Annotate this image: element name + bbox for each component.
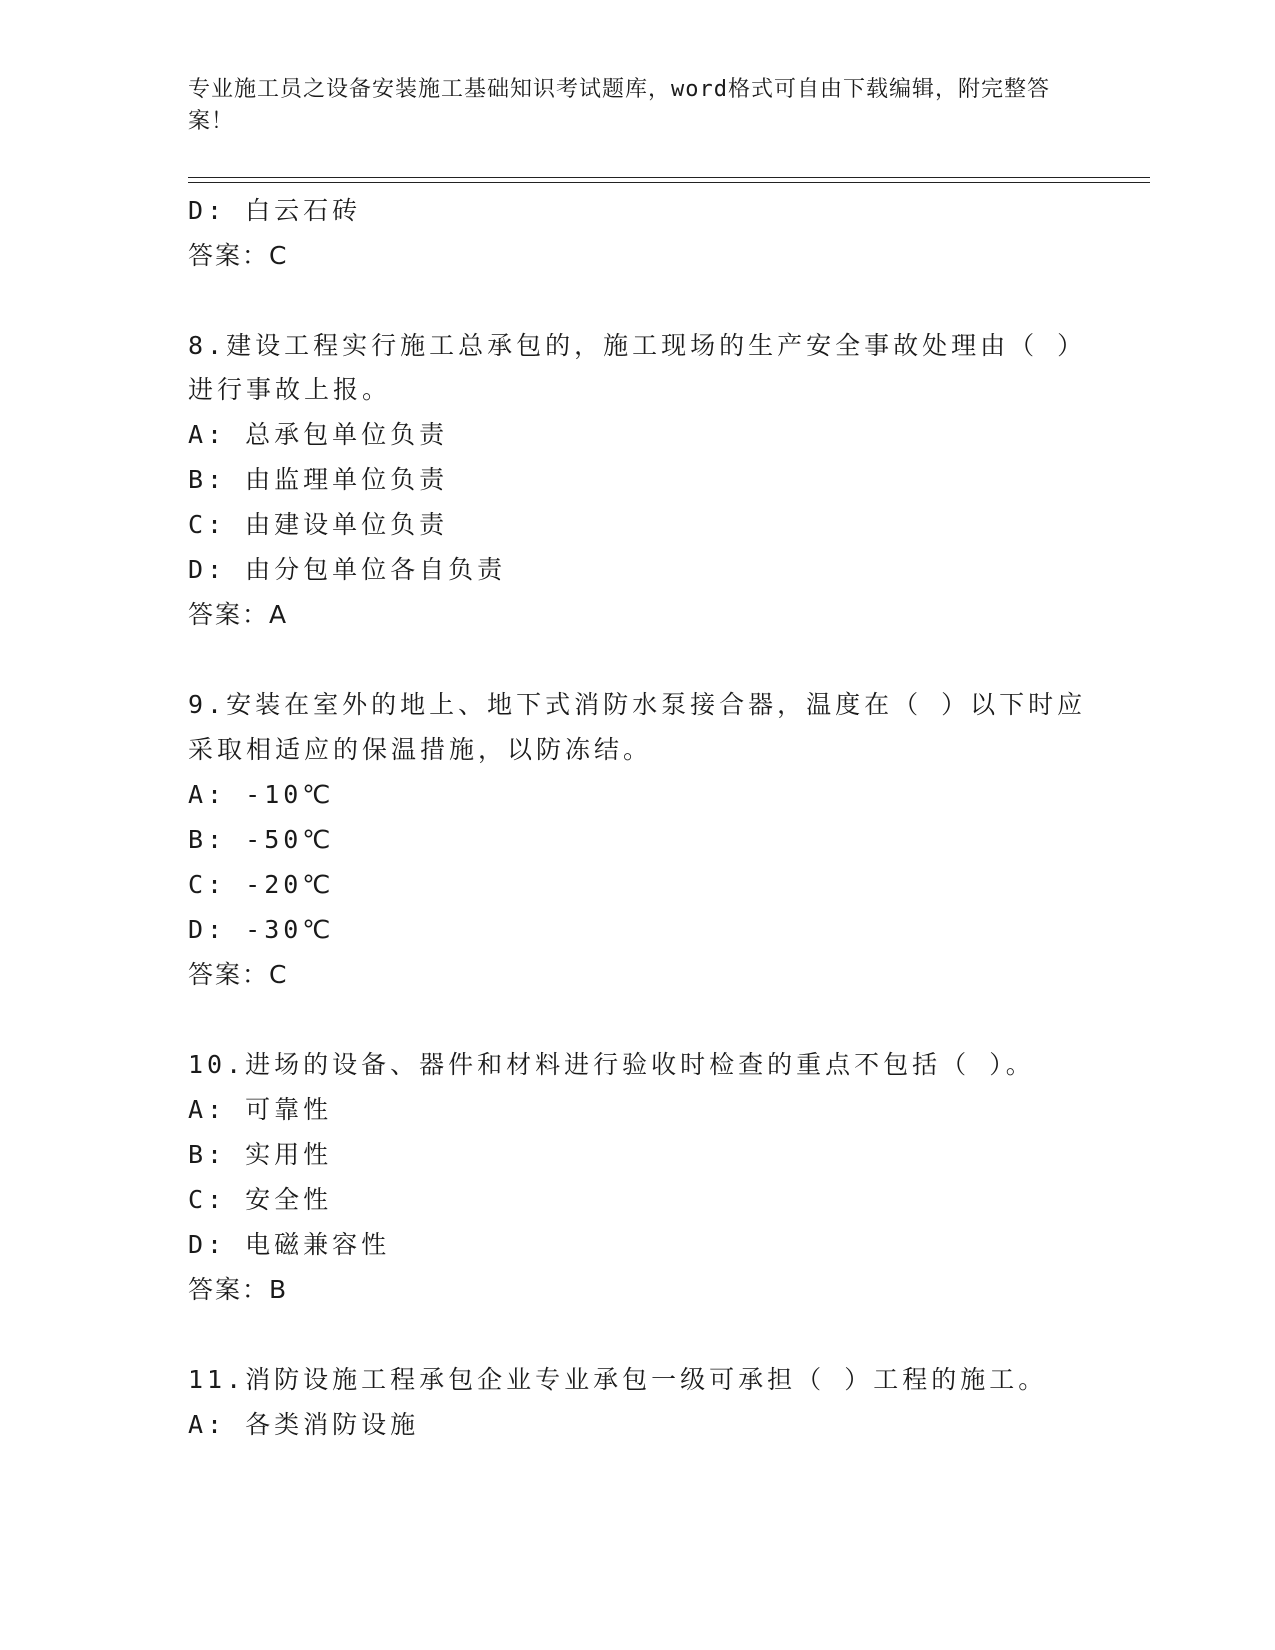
page-header: 专业施工员之设备安装施工基础知识考试题库，word格式可自由下载编辑，附完整答案！ xyxy=(188,77,1050,134)
q8-answer: 答案：A xyxy=(188,600,289,629)
header-rule-bottom xyxy=(188,182,1150,183)
q8-option-a: A: 总承包单位负责 xyxy=(188,420,449,449)
header-rule-top xyxy=(188,177,1150,178)
q10-option-a: A: 可靠性 xyxy=(188,1095,333,1124)
q8-stem-line1: 8.建设工程实行施工总承包的，施工现场的生产安全事故处理由（ ） xyxy=(188,331,1087,360)
q9-option-c: C: -20℃ xyxy=(188,870,335,899)
q9-option-a: A: -10℃ xyxy=(188,780,335,809)
q8-stem-line2: 进行事故上报。 xyxy=(188,375,392,404)
q10-option-d: D: 电磁兼容性 xyxy=(188,1230,391,1259)
q10-answer: 答案：B xyxy=(188,1275,289,1304)
q9-stem-line2: 采取相适应的保温措施，以防冻结。 xyxy=(188,735,653,764)
q7-option-d: D: 白云石砖 xyxy=(188,196,362,225)
q9-stem-line1: 9.安装在室外的地上、地下式消防水泵接合器，温度在（ ）以下时应 xyxy=(188,690,1087,719)
q11-stem-line1: 11.消防设施工程承包企业专业承包一级可承担（ ）工程的施工。 xyxy=(188,1365,1048,1394)
q10-option-b: B: 实用性 xyxy=(188,1140,333,1169)
q8-option-d: D: 由分包单位各自负责 xyxy=(188,555,507,584)
q10-option-c: C: 安全性 xyxy=(188,1185,333,1214)
q11-option-a: A: 各类消防设施 xyxy=(188,1410,420,1439)
q10-stem-line1: 10.进场的设备、器件和材料进行验收时检查的重点不包括（ ）。 xyxy=(188,1050,1035,1079)
q9-answer: 答案：C xyxy=(188,960,289,989)
q8-option-c: C: 由建设单位负责 xyxy=(188,510,449,539)
q9-option-d: D: -30℃ xyxy=(188,915,335,944)
q7-answer: 答案：C xyxy=(188,241,289,270)
q8-option-b: B: 由监理单位负责 xyxy=(188,465,449,494)
q9-option-b: B: -50℃ xyxy=(188,825,335,854)
